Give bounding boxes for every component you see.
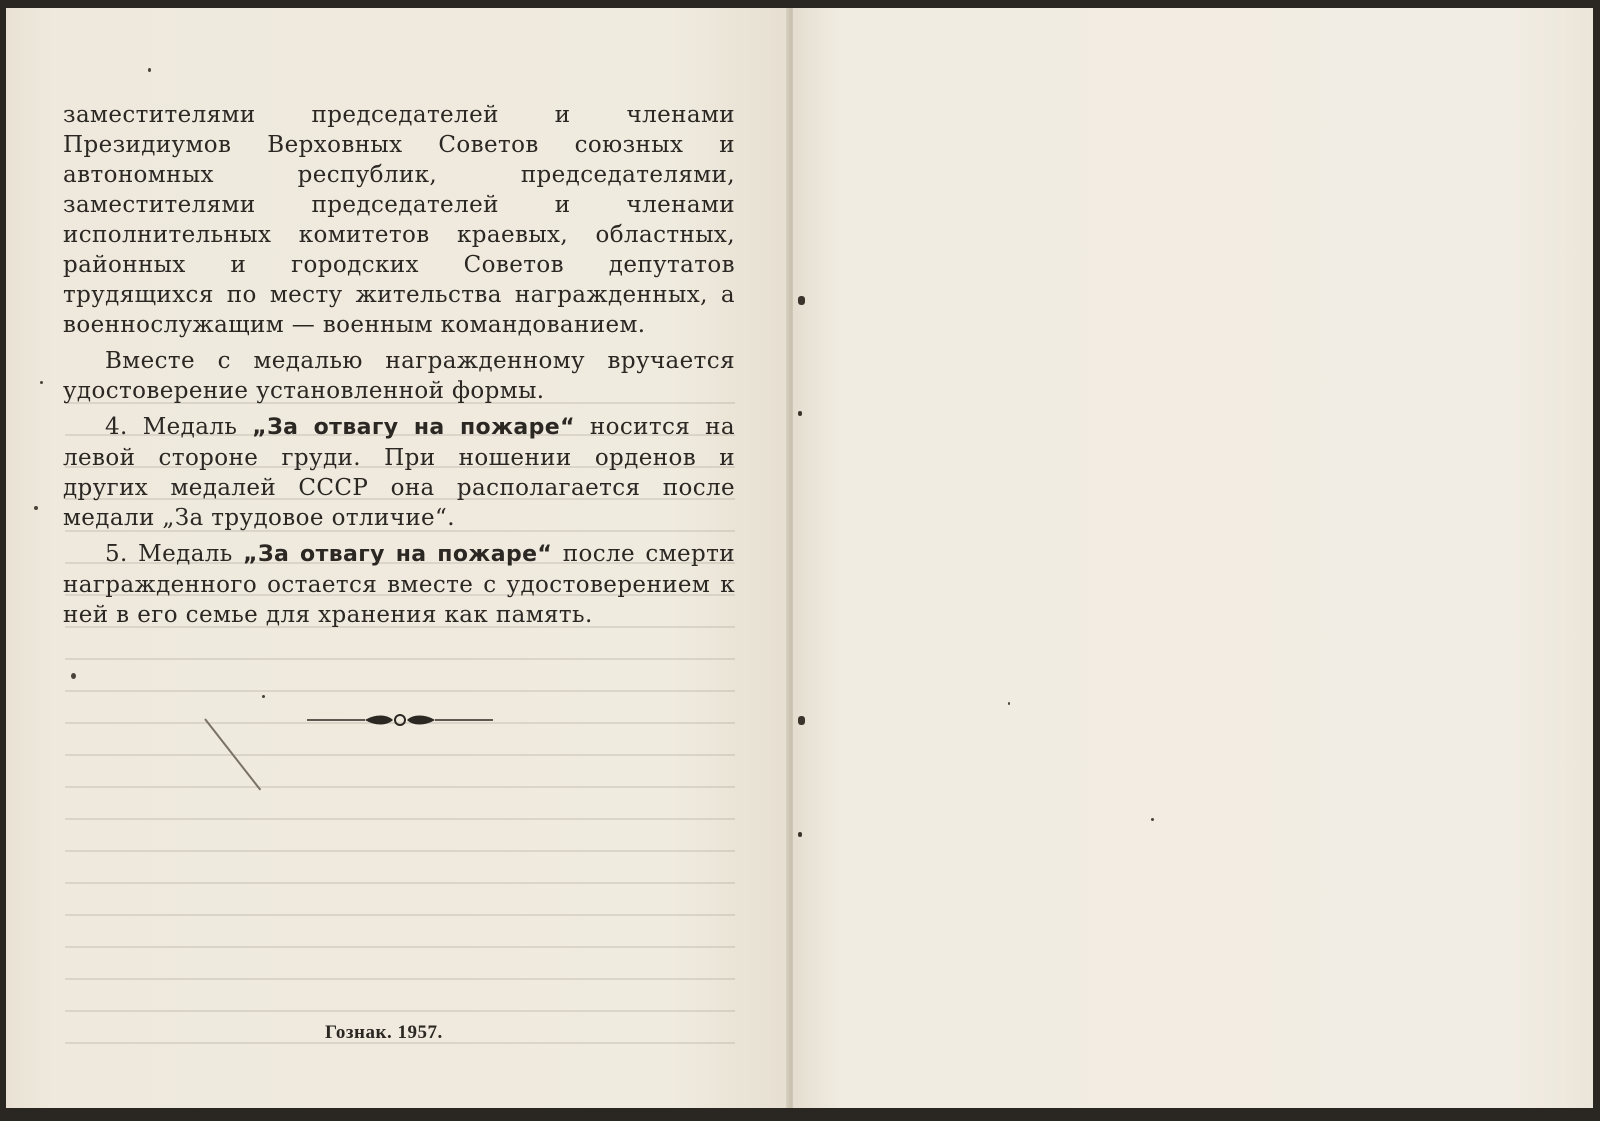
paragraph-2 (63, 346, 735, 406)
medal-name: „За отвагу на пожаре“ (243, 542, 553, 567)
paragraph-run: Вместе с медалью награжденному вручается удостоверение установленной формы. (63, 348, 735, 404)
paragraph-run: после смерти награжденного остается вместе с удостоверением к ней в его семье для хранения как память. (63, 541, 735, 628)
paper-speck (1151, 818, 1154, 821)
paper-speck (71, 673, 76, 679)
paper-speck (262, 695, 265, 698)
medal-name: „За отвагу на пожаре“ (252, 415, 575, 440)
staple-hole (798, 411, 802, 416)
staple-hole (798, 716, 805, 725)
paper-speck (34, 506, 38, 510)
ornament-divider (305, 712, 495, 728)
paper-speck (148, 68, 151, 72)
paragraph-run: 5. Медаль (105, 541, 244, 567)
paragraph-run: заместителями председателей и членами Президиумов Верховных Советов союзных и автономных республик, председателями, заместителями председателей и членами исполнительных комитетов краевых, областных, районных и городских Советов депутатов трудящихся по месту жительства награжденных, а военнослужащим — военным командованием. (63, 102, 735, 338)
paragraph-4 (63, 539, 735, 630)
staple-hole (798, 296, 805, 305)
body-text (63, 100, 735, 630)
staple-hole (798, 832, 802, 837)
right-page (793, 8, 1593, 1108)
paragraph-run: 4. Медаль (105, 414, 253, 440)
printer-imprint: Гознак. 1957. (325, 1022, 443, 1043)
paper-speck (40, 381, 43, 384)
paragraph-run: носится на левой стороне груди. При ношении орденов и других медалей СССР она располагается после медали „За трудовое отличие“. (63, 414, 735, 531)
paragraph-3 (63, 412, 735, 533)
paper-speck (1008, 702, 1010, 705)
paragraph-1 (63, 100, 735, 340)
